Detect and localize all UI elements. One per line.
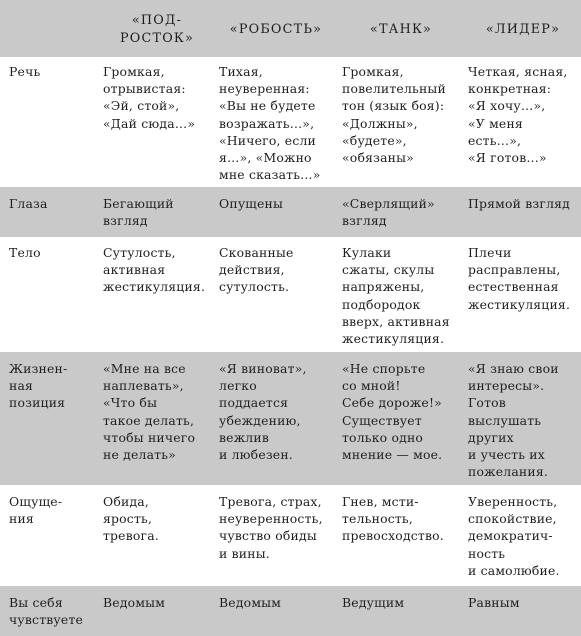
row-label: Вы себя чувствуете [9, 595, 84, 628]
header-teenager: «ПОД- РОСТОК» [119, 13, 195, 46]
row-feelings [0, 485, 581, 586]
cell-tank: Ведущим [342, 595, 405, 610]
row-label: Речь [9, 64, 41, 79]
header-leader: «ЛИДЕР» [485, 22, 561, 37]
cell-leader: Равным [468, 595, 520, 610]
cell-leader: Плечи расправлены, естественная жестикуляция. [468, 245, 571, 312]
header-timidity: «РОБОСТЬ» [229, 22, 323, 37]
cell-leader: Уверенность, спокойствие, демократич- ность и самолюбие. [468, 494, 560, 578]
row-eyes [0, 187, 581, 237]
cell-timidity: Тревога, страх, неуверенность, чувство обиды и вины. [219, 494, 323, 561]
header-tank: «ТАНК» [369, 22, 433, 37]
cell-timidity: Опущены [219, 196, 284, 211]
cell-leader: Прямой взгляд [468, 196, 570, 211]
cell-teenager: Бегающий взгляд [103, 196, 174, 229]
cell-timidity: Тихая, неуверенная: «Вы не будете возражать…», «Ничего, если я…», «Можно мне сказать…» [219, 64, 321, 183]
row-label: Тело [9, 245, 41, 260]
cell-timidity: «Я виноват», легко поддается убеждению, вежлив и любезен. [219, 361, 307, 463]
cell-teenager: Обида, ярость, тревога. [103, 494, 159, 544]
cell-teenager: Ведомым [103, 595, 166, 610]
cell-tank: «Сверлящий» взгляд [342, 196, 435, 229]
row-body [0, 237, 581, 352]
cell-teenager: Сутулость, активная жестикуляция. [103, 245, 206, 295]
row-you-feel [0, 586, 581, 636]
row-label: Ощуще- ния [9, 494, 63, 527]
header-row [0, 0, 581, 57]
row-life-position [0, 352, 581, 485]
cell-tank: Кулаки сжаты, скулы напряжены, подбородок вверх, активная жестикуляция. [342, 245, 450, 347]
row-speech [0, 57, 581, 187]
cell-leader: «Я знаю свои интересы». Готов выслушать других и учесть их пожелания. [468, 361, 559, 480]
row-label: Жизнен- ная позиция [9, 361, 68, 411]
cell-tank: Громкая, повелительный тон (язык боя): «Должны», «будете», «обязаны» [342, 64, 446, 166]
row-label: Глаза [9, 196, 48, 211]
cell-timidity: Ведомым [219, 595, 282, 610]
cell-leader: Четкая, ясная, конкретная: «Я хочу…», «У меня есть…», «Я готов…» [468, 64, 568, 166]
cell-teenager: «Мне на все наплевать», «Что бы такое делать, чтобы ничего не делать» [103, 361, 196, 463]
cell-tank: «Не спорьте со мной! Себе дороже!» Существует только одно мнение — мое. [342, 361, 443, 463]
cell-timidity: Скованные действия, сутулость. [219, 245, 294, 295]
cell-tank: Гнев, мсти- тельность, превосходство. [342, 494, 444, 544]
cell-teenager: Громкая, отрывистая: «Эй, стой», «Дай сюда…» [103, 64, 196, 131]
